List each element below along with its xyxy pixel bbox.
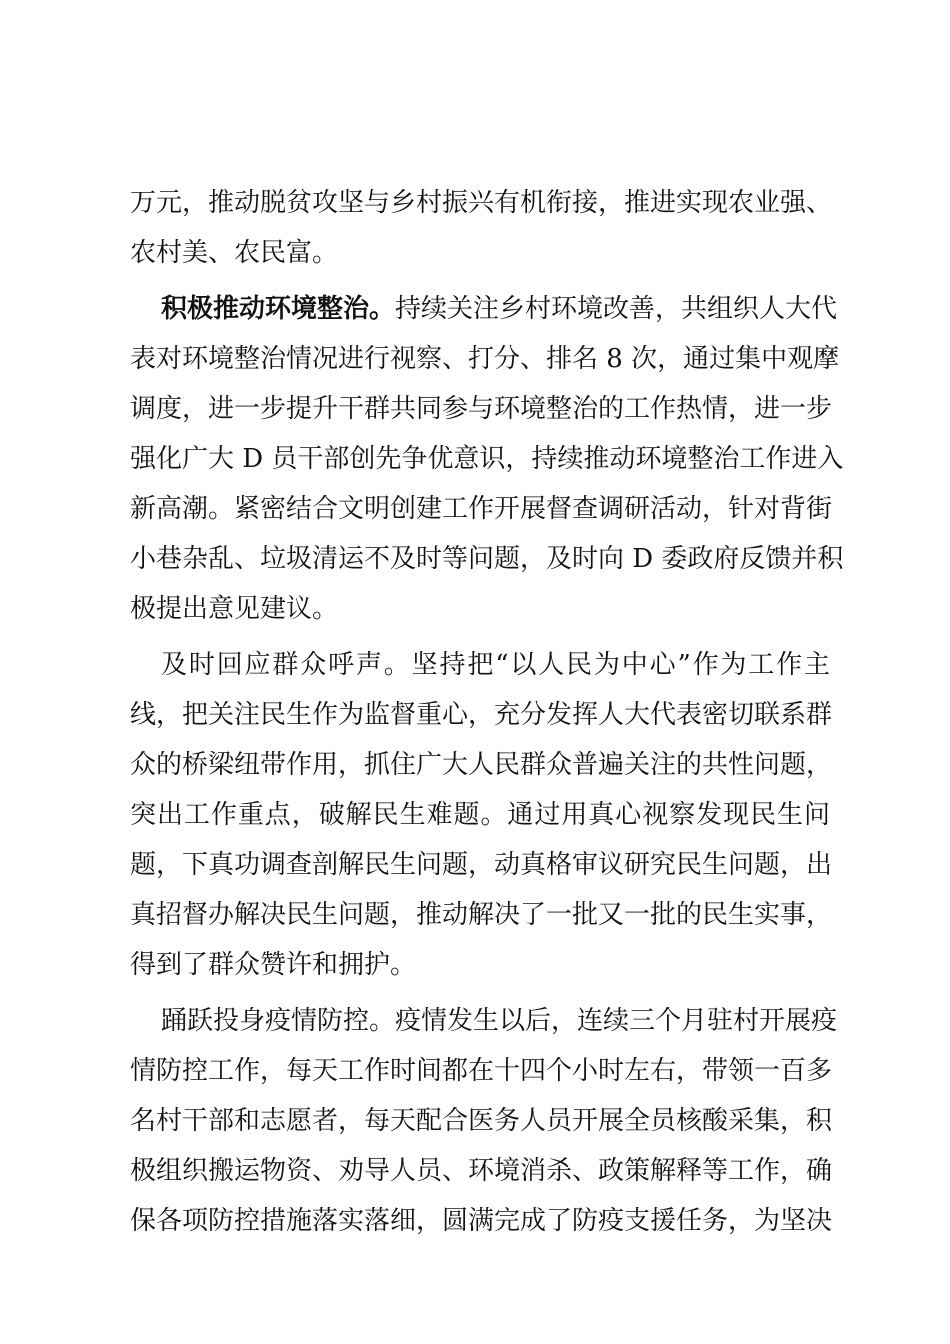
text-line: 极提出意见建议。 (130, 594, 339, 624)
text-run: 疫情发生以后，连续三个月驻村开展疫 (395, 1006, 838, 1036)
text-line: 突出工作重点，破解民生难题。通过用真心视察发现民生问 (130, 800, 830, 830)
text-run: 持续关注乡村环境改善，共组织人大代 (395, 294, 838, 324)
text-line: 农村美、农民富。 (130, 238, 339, 268)
text-line: 众的桥梁纽带作用，抓住广大人民群众普遍关注的共性问题， (130, 750, 833, 780)
text-line: 万元，推动脱贫攻坚与乡村振兴有机衔接，推进实现农业强、 (130, 188, 833, 218)
paragraph-first-line (130, 640, 830, 690)
text-line: 调度，进一步提升干群共同参与环境整治的工作热情，进一步 (130, 394, 833, 424)
paragraph-heading: 积极推动环境整治。 (161, 294, 396, 324)
paragraph-public-voice (130, 640, 833, 990)
text-line: 名村干部和志愿者，每天配合医务人员开展全员核酸采集，积 (130, 1106, 833, 1136)
paragraph-first-line (130, 284, 838, 334)
paragraph-continuation (130, 178, 833, 278)
text-line: 保各项防控措施落实落细，圆满完成了防疫支援任务，为坚决 (130, 1206, 833, 1236)
text-line: 强化广大 D 员干部创先争优意识，持续推动环境整治工作进入 (130, 444, 844, 474)
paragraph-heading: 踊跃投身疫情防控。 (161, 1006, 396, 1036)
text-line: 小巷杂乱、垃圾清运不及时等问题，及时向 D 委政府反馈并积 (130, 544, 844, 574)
text-line: 得到了群众赞许和拥护。 (130, 950, 417, 980)
text-run: 坚持把“以人民为中心”作为工作主 (411, 650, 830, 680)
text-line: 线，把关注民生作为监督重心，充分发挥人大代表密切联系群 (130, 700, 833, 730)
document-page (130, 178, 844, 1246)
text-line: 极组织搬运物资、劝导人员、环境消杀、政策解释等工作，确 (130, 1156, 833, 1186)
text-line: 情防控工作，每天工作时间都在十四个小时左右，带领一百多 (130, 1056, 833, 1086)
text-line: 新高潮。紧密结合文明创建工作开展督查调研活动，针对背街 (130, 494, 833, 524)
paragraph-epidemic (130, 996, 838, 1246)
paragraph-heading: 及时回应群众呼声。 (161, 650, 412, 680)
text-line: 题，下真功调查剖解民生问题，动真格审议研究民生问题，出 (130, 850, 833, 880)
text-line: 表对环境整治情况进行视察、打分、排名 8 次，通过集中观摩 (130, 344, 840, 374)
text-line: 真招督办解决民生问题，推动解决了一批又一批的民生实事， (130, 900, 833, 930)
paragraph-environment (130, 284, 844, 634)
paragraph-first-line (130, 996, 838, 1046)
